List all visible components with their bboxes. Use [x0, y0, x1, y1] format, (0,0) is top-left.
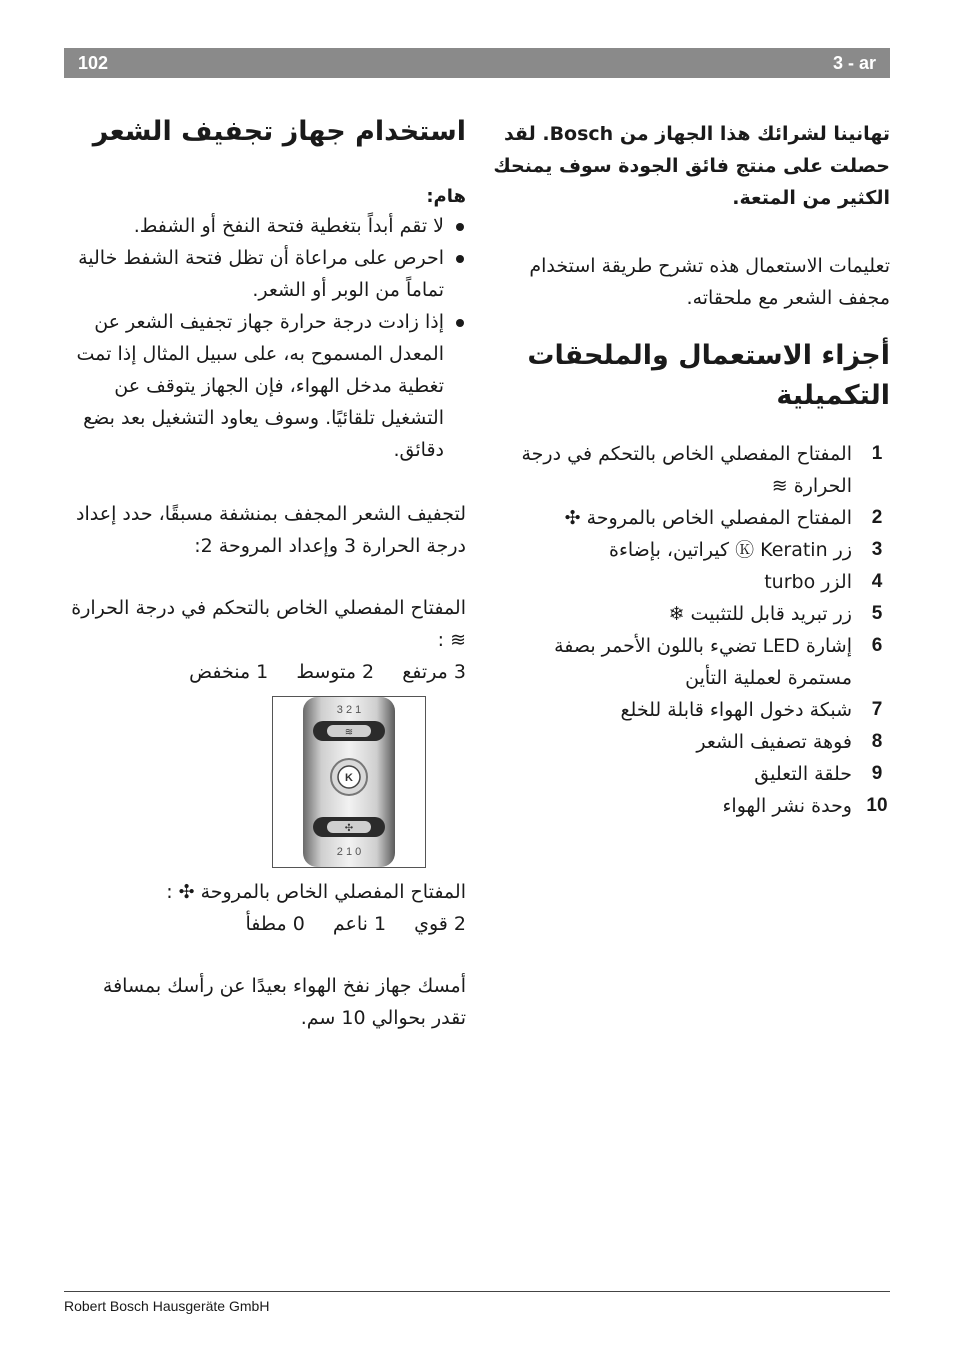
- left-column: [64, 112, 466, 1064]
- part-text: الزر turbo: [764, 571, 852, 593]
- part-number: 8: [871, 731, 883, 752]
- footer-divider: [64, 1291, 890, 1292]
- snowflake-icon: ❄: [668, 603, 685, 625]
- part-text: إشارة LED تضيء باللون الأحمر بصفة مستمرة لعملية التأين: [554, 635, 852, 689]
- part-number: 5: [871, 603, 883, 624]
- switch-panel-illustration: [273, 697, 425, 867]
- fan-switch-label: المفتاح المفصلي الخاص بالمروحة ✣ :: [166, 881, 466, 903]
- part-text: زر تبريد قابل للتثبيت: [690, 603, 852, 625]
- heat-icon: ≋: [771, 475, 788, 497]
- part-item: [486, 598, 890, 630]
- part-number: 2: [871, 507, 883, 528]
- bullet-icon: [456, 319, 464, 327]
- fan-icon: ✣: [564, 507, 581, 529]
- fan-levels: [64, 908, 466, 940]
- warning-item: إذا زادت درجة حرارة جهاز تجفيف الشعر عن المعدل المسموح به، على سبيل المثال إذا تمت تغطية مدخل الهواء، فإن الجهاز يتوقف عن التشغيل تلقائيًا. وسوف يعاود التشغيل بعد بضع دقائق.: [64, 306, 466, 466]
- page-header-bar: [64, 48, 890, 78]
- part-text: المفتاح المفصلي الخاص بالتحكم في درجة الحرارة: [521, 443, 852, 497]
- fan-level-soft: 1 ناعم: [332, 913, 387, 935]
- temp-switch-label: المفتاح المفصلي الخاص بالتحكم في درجة الحرارة ≋ :: [71, 597, 466, 651]
- footer-company: Robert Bosch Hausgeräte GmbH: [64, 1298, 270, 1314]
- part-item: [486, 534, 890, 566]
- usage-title: استخدام جهاز تجفيف الشعر: [92, 116, 466, 147]
- part-item: [486, 790, 890, 822]
- part-item: [486, 502, 890, 534]
- important-label: هام:: [426, 186, 466, 207]
- part-number: 1: [871, 443, 883, 464]
- switch-panel-figure: [272, 696, 426, 868]
- part-item: [486, 566, 890, 598]
- bullet-icon: [456, 223, 464, 231]
- part-text: المفتاح المفصلي الخاص بالمروحة: [586, 507, 852, 529]
- temp-level-high: 3 مرتفع: [402, 661, 466, 683]
- warnings-list: [64, 210, 466, 466]
- temp-level-medium: 2 متوسط: [296, 661, 375, 683]
- fan-icon: ✣: [344, 823, 354, 834]
- part-item: [486, 438, 890, 502]
- warning-item: احرص على مراعاة أن تظل فتحة الشفط خالية تماماً من الوبر أو الشعر.: [64, 242, 466, 306]
- part-text: زر Ⓚ Keratin كيراتين، بإضاءة: [609, 539, 852, 561]
- pre-dried-instruction: لتجفيف الشعر المجفف بمنشفة مسبقًا، حدد إعداد درجة الحرارة 3 وإعداد المروحة 2:: [76, 503, 466, 557]
- part-item: [486, 758, 890, 790]
- part-text: فوهة تصفيف الشعر: [696, 731, 852, 753]
- k-icon: K: [345, 772, 353, 784]
- part-item: [486, 694, 890, 726]
- temp-scale-numbers: 1 2 3: [336, 704, 362, 716]
- part-text: حلقة التعليق: [754, 763, 852, 785]
- part-number: 4: [871, 571, 883, 592]
- fan-level-off: 0 مطفأ: [245, 913, 305, 935]
- intro-congrats: تهانينا لشرائك هذا الجهاز من Bosch. لقد حصلت على منتج فائق الجودة سوف يمنحك الكثير من المتعة.: [493, 123, 890, 209]
- part-number: 10: [866, 795, 888, 816]
- part-number: 9: [871, 763, 883, 784]
- right-column: [486, 118, 890, 822]
- part-text: وحدة نشر الهواء: [722, 795, 852, 817]
- fan-scale-numbers: 0 1 2: [336, 846, 362, 858]
- part-number: 6: [871, 635, 883, 656]
- temp-levels: [64, 656, 466, 688]
- part-number: 3: [871, 539, 883, 560]
- part-item: [486, 726, 890, 758]
- section-label: 3 - ar: [832, 53, 876, 73]
- parts-title: أجزاء الاستعمال والملحقات التكميلية: [527, 340, 890, 411]
- intro-description: تعليمات الاستعمال هذه تشرح طريقة استخدام مجفف الشعر مع ملحقاته.: [529, 255, 890, 309]
- parts-list: [486, 438, 890, 822]
- page-number: 102: [78, 53, 109, 73]
- part-text: شبكة دخول الهواء قابلة للخلع: [620, 699, 852, 721]
- temp-level-low: 1 منخفض: [189, 661, 269, 683]
- distance-instruction: أمسك جهاز نفخ الهواء بعيدًا عن رأسك بمسافة تقدر بحوالي 10 سم.: [102, 975, 466, 1029]
- fan-level-strong: 2 قوي: [414, 913, 466, 935]
- bullet-icon: [456, 255, 464, 263]
- warning-item: لا تقم أبداً بتغطية فتحة النفخ أو الشفط.: [64, 210, 466, 242]
- part-item: [486, 630, 890, 694]
- part-number: 7: [871, 699, 883, 720]
- heat-icon: ≋: [344, 727, 354, 738]
